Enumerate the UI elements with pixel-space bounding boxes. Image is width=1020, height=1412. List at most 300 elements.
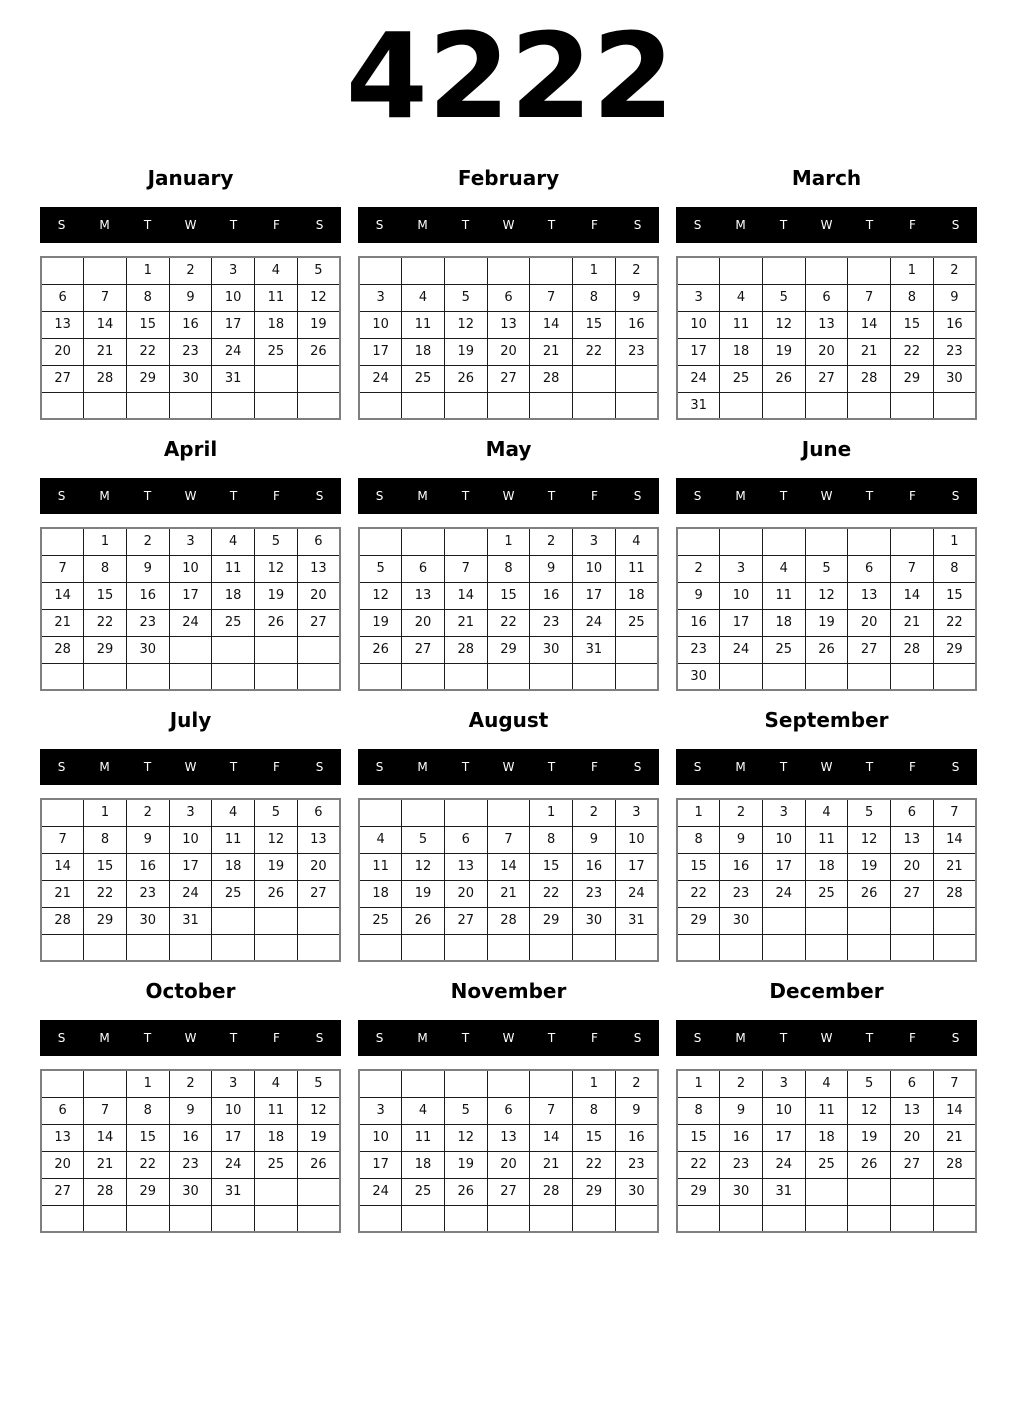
week-row	[677, 1151, 976, 1178]
weekday-label: T	[865, 760, 874, 774]
day-cell: 31	[573, 636, 616, 663]
day-cell: 1	[891, 257, 934, 284]
day-cell: 24	[573, 609, 616, 636]
month-december	[676, 973, 977, 1233]
empty-day-cell	[677, 934, 720, 961]
day-cell: 2	[615, 257, 658, 284]
day-cell: 6	[848, 555, 891, 582]
month-march	[676, 160, 977, 420]
weekday-label: S	[315, 760, 324, 774]
empty-day-cell	[84, 392, 127, 419]
day-cell: 14	[84, 311, 127, 338]
empty-day-cell	[41, 528, 84, 555]
day-cell: 10	[212, 1097, 255, 1124]
weekday-header-row	[676, 1020, 977, 1056]
weekday-label: T	[779, 760, 788, 774]
day-cell: 11	[212, 826, 255, 853]
week-row	[41, 880, 340, 907]
empty-day-cell	[169, 663, 212, 690]
day-cell: 2	[126, 799, 169, 826]
empty-day-cell	[84, 1070, 127, 1097]
empty-day-cell	[720, 663, 763, 690]
week-row	[677, 284, 976, 311]
day-cell: 24	[169, 609, 212, 636]
empty-day-cell	[805, 1178, 848, 1205]
week-row	[677, 636, 976, 663]
weekday-label: W	[820, 760, 833, 774]
day-cell: 11	[212, 555, 255, 582]
week-row	[359, 1205, 658, 1232]
weekday-label: T	[779, 218, 788, 232]
day-cell: 16	[169, 1124, 212, 1151]
day-cell: 15	[933, 582, 976, 609]
empty-day-cell	[720, 934, 763, 961]
day-cell: 28	[84, 1178, 127, 1205]
day-cell: 31	[212, 1178, 255, 1205]
month-title: March	[791, 166, 862, 190]
day-cell: 6	[891, 1070, 934, 1097]
day-cell: 21	[41, 609, 84, 636]
day-cell: 29	[891, 365, 934, 392]
weekday-label: M	[99, 760, 110, 774]
empty-day-cell	[720, 1205, 763, 1232]
empty-day-cell	[933, 1178, 976, 1205]
weekday-label: S	[951, 760, 960, 774]
day-cell: 24	[677, 365, 720, 392]
day-cell: 26	[255, 609, 298, 636]
day-cell: 16	[720, 853, 763, 880]
day-cell: 5	[444, 1097, 487, 1124]
day-cell: 4	[212, 799, 255, 826]
day-cell: 25	[359, 907, 402, 934]
weekday-label: T	[865, 1031, 874, 1045]
day-cell: 14	[530, 311, 573, 338]
day-cell: 12	[444, 1124, 487, 1151]
day-cell: 31	[615, 907, 658, 934]
empty-day-cell	[41, 799, 84, 826]
weekday-label: F	[273, 1031, 280, 1045]
day-cell: 14	[530, 1124, 573, 1151]
week-row	[41, 826, 340, 853]
weekday-header-row	[358, 749, 659, 785]
day-cell: 4	[805, 1070, 848, 1097]
day-cell: 30	[720, 1178, 763, 1205]
week-row	[359, 582, 658, 609]
day-cell: 30	[126, 636, 169, 663]
day-cell: 25	[805, 1151, 848, 1178]
day-cell: 11	[402, 311, 445, 338]
month-title: December	[769, 979, 884, 1003]
day-cell: 15	[677, 1124, 720, 1151]
day-cell: 22	[530, 880, 573, 907]
day-cell: 22	[677, 880, 720, 907]
day-cell: 8	[487, 555, 530, 582]
day-cell: 24	[762, 880, 805, 907]
day-cell: 25	[720, 365, 763, 392]
day-cell: 22	[126, 1151, 169, 1178]
empty-day-cell	[677, 257, 720, 284]
week-row	[677, 934, 976, 961]
empty-day-cell	[848, 1205, 891, 1232]
weekday-header-row	[676, 207, 977, 243]
empty-day-cell	[255, 636, 298, 663]
empty-day-cell	[212, 636, 255, 663]
day-cell: 30	[677, 663, 720, 690]
empty-day-cell	[530, 934, 573, 961]
day-cell: 16	[615, 1124, 658, 1151]
empty-day-cell	[891, 528, 934, 555]
weekday-label: S	[315, 218, 324, 232]
day-cell: 23	[615, 1151, 658, 1178]
empty-day-cell	[359, 934, 402, 961]
week-row	[677, 1205, 976, 1232]
day-cell: 7	[933, 1070, 976, 1097]
empty-day-cell	[615, 636, 658, 663]
empty-day-cell	[530, 1070, 573, 1097]
weekday-label: S	[633, 1031, 642, 1045]
day-cell: 1	[84, 799, 127, 826]
day-cell: 3	[212, 257, 255, 284]
empty-day-cell	[487, 663, 530, 690]
day-cell: 30	[573, 907, 616, 934]
day-cell: 12	[297, 1097, 340, 1124]
day-cell: 22	[677, 1151, 720, 1178]
weekday-label: M	[735, 1031, 746, 1045]
day-cell: 6	[444, 826, 487, 853]
day-cell: 18	[212, 853, 255, 880]
weekday-label: T	[779, 1031, 788, 1045]
empty-day-cell	[297, 1178, 340, 1205]
empty-day-cell	[848, 528, 891, 555]
day-cell: 17	[169, 582, 212, 609]
empty-day-cell	[126, 663, 169, 690]
week-row	[677, 257, 976, 284]
empty-day-cell	[891, 663, 934, 690]
day-cell: 6	[402, 555, 445, 582]
day-cell: 4	[402, 1097, 445, 1124]
empty-day-cell	[359, 1205, 402, 1232]
weekday-label: T	[547, 218, 556, 232]
empty-day-cell	[255, 934, 298, 961]
weekday-label: W	[184, 1031, 197, 1045]
day-cell: 28	[891, 636, 934, 663]
weekday-label: T	[865, 218, 874, 232]
day-cell: 5	[255, 528, 298, 555]
day-cell: 23	[169, 1151, 212, 1178]
day-cell: 28	[41, 907, 84, 934]
day-cell: 5	[848, 799, 891, 826]
empty-day-cell	[933, 663, 976, 690]
day-cell: 6	[297, 799, 340, 826]
day-cell: 17	[615, 853, 658, 880]
day-cell: 25	[255, 1151, 298, 1178]
day-cell: 7	[487, 826, 530, 853]
day-cell: 1	[126, 257, 169, 284]
week-row	[41, 1178, 340, 1205]
day-cell: 25	[402, 1178, 445, 1205]
day-cell: 10	[359, 311, 402, 338]
week-row	[677, 1070, 976, 1097]
week-row	[359, 880, 658, 907]
day-cell: 29	[933, 636, 976, 663]
day-cell: 5	[359, 555, 402, 582]
day-cell: 16	[615, 311, 658, 338]
weekday-label: M	[417, 1031, 428, 1045]
day-cell: 19	[805, 609, 848, 636]
day-cell: 9	[615, 284, 658, 311]
day-cell: 2	[615, 1070, 658, 1097]
day-cell: 10	[573, 555, 616, 582]
day-cell: 8	[933, 555, 976, 582]
day-cell: 5	[762, 284, 805, 311]
day-cell: 27	[848, 636, 891, 663]
day-cell: 20	[891, 853, 934, 880]
weekday-header-row	[358, 1020, 659, 1056]
empty-day-cell	[359, 257, 402, 284]
empty-day-cell	[84, 1205, 127, 1232]
weekday-label: M	[417, 760, 428, 774]
day-cell: 22	[933, 609, 976, 636]
day-cell: 27	[487, 1178, 530, 1205]
weekday-label: T	[143, 489, 152, 503]
weekday-label: F	[273, 760, 280, 774]
weekday-label: M	[735, 760, 746, 774]
weekday-label: W	[502, 489, 515, 503]
weekday-header-row	[40, 478, 341, 514]
day-cell: 14	[41, 853, 84, 880]
day-cell: 18	[212, 582, 255, 609]
week-row	[41, 663, 340, 690]
empty-day-cell	[530, 1205, 573, 1232]
week-row	[359, 636, 658, 663]
day-cell: 27	[487, 365, 530, 392]
empty-day-cell	[255, 365, 298, 392]
day-cell: 15	[126, 1124, 169, 1151]
day-cell: 12	[359, 582, 402, 609]
day-cell: 2	[933, 257, 976, 284]
week-row	[41, 1097, 340, 1124]
empty-day-cell	[848, 663, 891, 690]
month-grid	[40, 527, 341, 691]
day-cell: 16	[573, 853, 616, 880]
empty-day-cell	[805, 257, 848, 284]
day-cell: 4	[255, 257, 298, 284]
weekday-label: M	[735, 489, 746, 503]
empty-day-cell	[805, 392, 848, 419]
day-cell: 21	[933, 853, 976, 880]
weekday-label: W	[184, 489, 197, 503]
day-cell: 21	[530, 1151, 573, 1178]
day-cell: 9	[720, 826, 763, 853]
month-april	[40, 431, 341, 691]
day-cell: 18	[615, 582, 658, 609]
day-cell: 28	[487, 907, 530, 934]
week-row	[359, 1070, 658, 1097]
weekday-label: F	[591, 489, 598, 503]
day-cell: 23	[720, 1151, 763, 1178]
empty-day-cell	[255, 663, 298, 690]
day-cell: 3	[615, 799, 658, 826]
day-cell: 13	[891, 1097, 934, 1124]
day-cell: 3	[359, 1097, 402, 1124]
day-cell: 15	[84, 853, 127, 880]
day-cell: 20	[297, 853, 340, 880]
weekday-label: T	[461, 1031, 470, 1045]
day-cell: 3	[762, 799, 805, 826]
day-cell: 25	[212, 609, 255, 636]
week-row	[359, 392, 658, 419]
day-cell: 4	[805, 799, 848, 826]
day-cell: 23	[126, 609, 169, 636]
day-cell: 20	[805, 338, 848, 365]
day-cell: 1	[573, 1070, 616, 1097]
week-row	[677, 799, 976, 826]
empty-day-cell	[84, 934, 127, 961]
day-cell: 23	[126, 880, 169, 907]
empty-day-cell	[615, 392, 658, 419]
empty-day-cell	[402, 528, 445, 555]
day-cell: 3	[573, 528, 616, 555]
month-grid	[676, 1069, 977, 1233]
empty-day-cell	[297, 1205, 340, 1232]
week-row	[359, 1124, 658, 1151]
day-cell: 2	[573, 799, 616, 826]
day-cell: 14	[84, 1124, 127, 1151]
week-row	[359, 1151, 658, 1178]
month-title: September	[764, 708, 889, 732]
month-grid	[358, 256, 659, 420]
day-cell: 30	[615, 1178, 658, 1205]
day-cell: 1	[530, 799, 573, 826]
day-cell: 17	[677, 338, 720, 365]
day-cell: 12	[762, 311, 805, 338]
week-row	[41, 853, 340, 880]
day-cell: 8	[530, 826, 573, 853]
day-cell: 3	[762, 1070, 805, 1097]
day-cell: 21	[444, 609, 487, 636]
weekday-header-row	[40, 1020, 341, 1056]
weekday-label: S	[633, 489, 642, 503]
week-row	[359, 555, 658, 582]
day-cell: 15	[677, 853, 720, 880]
empty-day-cell	[573, 1205, 616, 1232]
day-cell: 9	[615, 1097, 658, 1124]
day-cell: 28	[84, 365, 127, 392]
day-cell: 23	[677, 636, 720, 663]
day-cell: 4	[359, 826, 402, 853]
day-cell: 25	[762, 636, 805, 663]
day-cell: 17	[720, 609, 763, 636]
weekday-label: F	[909, 218, 916, 232]
day-cell: 29	[84, 907, 127, 934]
day-cell: 21	[530, 338, 573, 365]
day-cell: 30	[169, 365, 212, 392]
week-row	[41, 907, 340, 934]
week-row	[41, 528, 340, 555]
day-cell: 16	[169, 311, 212, 338]
weekday-header-row	[676, 749, 977, 785]
week-row	[359, 799, 658, 826]
empty-day-cell	[444, 1205, 487, 1232]
empty-day-cell	[212, 907, 255, 934]
months-grid	[40, 160, 980, 1233]
week-row	[41, 338, 340, 365]
empty-day-cell	[212, 663, 255, 690]
day-cell: 19	[255, 853, 298, 880]
day-cell: 21	[84, 1151, 127, 1178]
empty-day-cell	[402, 1205, 445, 1232]
day-cell: 8	[573, 284, 616, 311]
month-grid	[40, 798, 341, 962]
day-cell: 30	[530, 636, 573, 663]
month-title: October	[145, 979, 236, 1003]
weekday-label: T	[229, 1031, 238, 1045]
empty-day-cell	[805, 1205, 848, 1232]
day-cell: 26	[359, 636, 402, 663]
week-row	[359, 826, 658, 853]
week-row	[359, 284, 658, 311]
day-cell: 10	[720, 582, 763, 609]
day-cell: 19	[444, 338, 487, 365]
weekday-label: T	[547, 489, 556, 503]
weekday-label: S	[951, 489, 960, 503]
day-cell: 4	[762, 555, 805, 582]
day-cell: 13	[848, 582, 891, 609]
empty-day-cell	[444, 257, 487, 284]
day-cell: 4	[212, 528, 255, 555]
empty-day-cell	[255, 1205, 298, 1232]
day-cell: 17	[212, 1124, 255, 1151]
day-cell: 24	[212, 1151, 255, 1178]
day-cell: 12	[255, 555, 298, 582]
day-cell: 11	[805, 1097, 848, 1124]
empty-day-cell	[487, 934, 530, 961]
day-cell: 3	[169, 799, 212, 826]
day-cell: 2	[720, 799, 763, 826]
week-row	[41, 1151, 340, 1178]
empty-day-cell	[359, 392, 402, 419]
day-cell: 2	[169, 1070, 212, 1097]
day-cell: 24	[359, 1178, 402, 1205]
empty-day-cell	[573, 392, 616, 419]
day-cell: 7	[84, 1097, 127, 1124]
day-cell: 11	[255, 284, 298, 311]
month-grid	[676, 256, 977, 420]
empty-day-cell	[933, 934, 976, 961]
weekday-label: T	[229, 489, 238, 503]
empty-day-cell	[41, 663, 84, 690]
day-cell: 13	[41, 311, 84, 338]
empty-day-cell	[297, 392, 340, 419]
week-row	[677, 528, 976, 555]
weekday-label: S	[57, 489, 66, 503]
day-cell: 3	[169, 528, 212, 555]
empty-day-cell	[933, 392, 976, 419]
empty-day-cell	[255, 1178, 298, 1205]
day-cell: 6	[41, 284, 84, 311]
week-row	[41, 582, 340, 609]
empty-day-cell	[126, 934, 169, 961]
empty-day-cell	[297, 934, 340, 961]
day-cell: 26	[762, 365, 805, 392]
day-cell: 24	[615, 880, 658, 907]
day-cell: 8	[84, 826, 127, 853]
day-cell: 7	[41, 826, 84, 853]
month-grid	[676, 527, 977, 691]
day-cell: 12	[255, 826, 298, 853]
day-cell: 10	[762, 1097, 805, 1124]
month-grid	[676, 798, 977, 962]
